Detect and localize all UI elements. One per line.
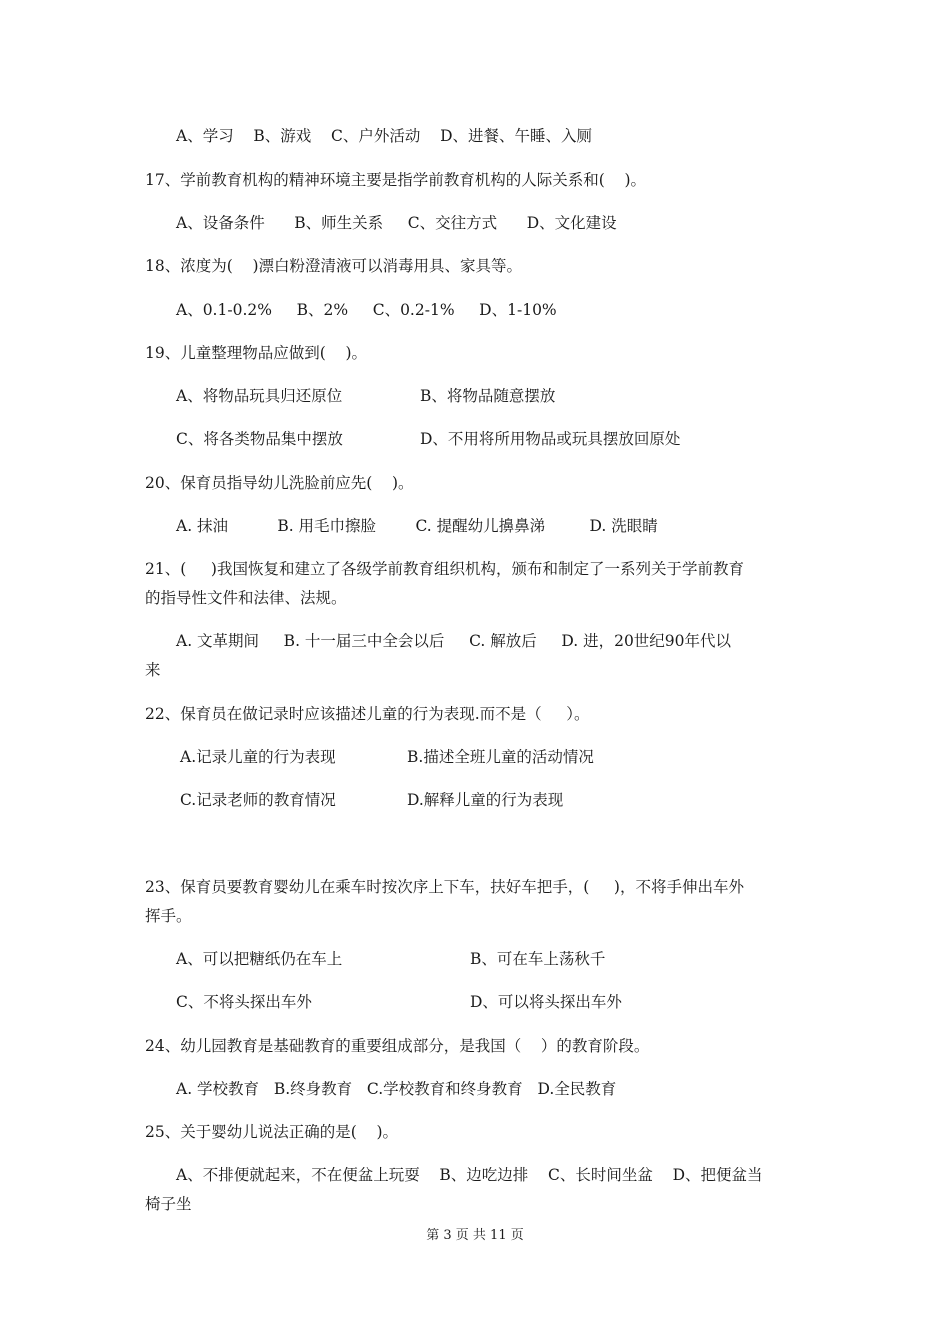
q19-stem: 19、儿童整理物品应做到( )。	[145, 344, 368, 362]
q19-option-d: D、不用将所用物品或玩具摆放回原处	[420, 430, 681, 448]
q21-options-continuation: 来	[145, 661, 161, 679]
q24-options: A. 学校教育 B.终身教育 C.学校教育和终身教育 D.全民教育	[176, 1080, 617, 1098]
q23-option-c: C、不将头探出车外	[176, 993, 312, 1011]
q17-options: A、设备条件 B、师生关系 C、交往方式 D、文化建设	[176, 214, 617, 232]
q20-options: A. 抹油 B. 用毛巾擦脸 C. 提醒幼儿擤鼻涕 D. 洗眼睛	[176, 517, 658, 535]
q19-option-a: A、将物品玩具归还原位	[176, 387, 343, 405]
q19-option-b: B、将物品随意摆放	[420, 387, 556, 405]
q22-option-c: C.记录老师的教育情况	[180, 791, 336, 809]
q23-stem: 23、保育员要教育婴幼儿在乘车时按次序上下车，扶好车把手，( )，不将手伸出车外	[145, 878, 744, 896]
q21-stem-continuation: 的指导性文件和法律、法规。	[145, 589, 347, 607]
q22-stem: 22、保育员在做记录时应该描述儿童的行为表现.而不是（ ）。	[145, 705, 590, 723]
q18-options: A、0.1-0.2% B、2% C、0.2-1% D、1-10%	[176, 301, 557, 319]
q22-option-a: A.记录儿童的行为表现	[180, 748, 336, 766]
q17-stem: 17、学前教育机构的精神环境主要是指学前教育机构的人际关系和( )。	[145, 171, 647, 189]
q21-stem: 21、( )我国恢复和建立了各级学前教育组织机构，颁布和制定了一系列关于学前教育	[145, 560, 744, 578]
q19-option-c: C、将各类物品集中摆放	[176, 430, 343, 448]
q23-option-b: B、可在车上荡秋千	[470, 950, 606, 968]
q24-stem: 24、幼儿园教育是基础教育的重要组成部分，是我国（ ）的教育阶段。	[145, 1037, 650, 1055]
q23-stem-continuation: 挥手。	[145, 907, 192, 925]
q23-option-a: A、可以把糖纸仍在车上	[176, 950, 343, 968]
q25-stem: 25、关于婴幼儿说法正确的是( )。	[145, 1123, 399, 1141]
q25-options-continuation: 椅子坐	[145, 1195, 192, 1213]
q23-option-d: D、可以将头探出车外	[470, 993, 622, 1011]
q25-options: A、不排便就起来，不在便盆上玩耍 B、边吃边排 C、长时间坐盆 D、把便盆当	[176, 1166, 763, 1184]
q22-option-d: D.解释儿童的行为表现	[407, 791, 564, 809]
page-number-footer: 第 3 页 共 11 页	[426, 1228, 524, 1243]
q16-options: A、学习 B、游戏 C、户外活动 D、进餐、午睡、入厕	[176, 127, 592, 145]
q20-stem: 20、保育员指导幼儿洗脸前应先( )。	[145, 474, 414, 492]
q21-options: A. 文革期间 B. 十一届三中全会以后 C. 解放后 D. 进，20世纪90年代以	[176, 632, 732, 650]
q22-option-b: B.描述全班儿童的活动情况	[407, 748, 594, 766]
q18-stem: 18、浓度为( )漂白粉澄清液可以消毒用具、家具等。	[145, 257, 523, 275]
